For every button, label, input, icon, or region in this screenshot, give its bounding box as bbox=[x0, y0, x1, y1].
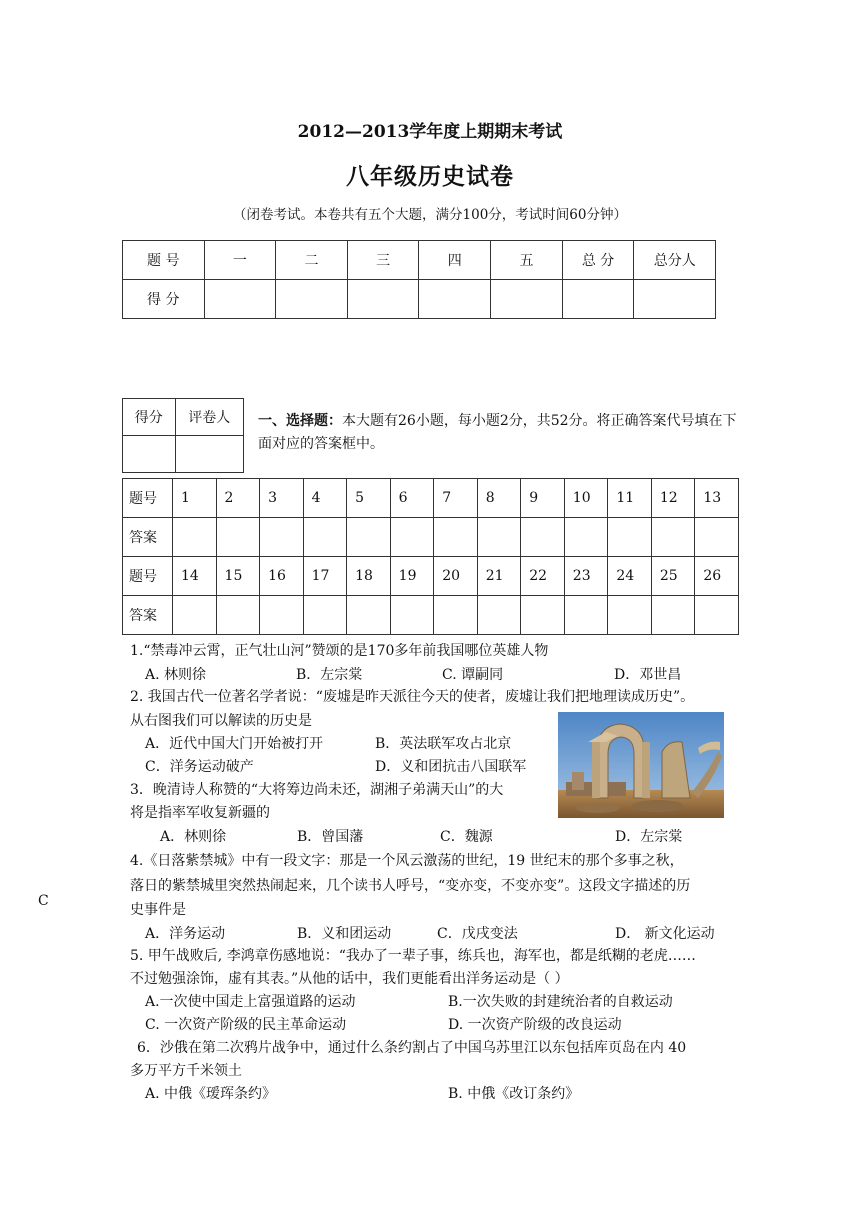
section-1-instructions: 本大题有26小题，每小题2分，共52分。将正确答案代号填在下面对应的答案框中。 bbox=[258, 413, 737, 452]
q-number: 5 bbox=[347, 479, 391, 518]
question-2-stem-line2: 从右图我们可以解读的历史是 bbox=[130, 713, 312, 729]
question-1-option-b: B．左宗棠 bbox=[296, 667, 363, 683]
question-5-stem-line1: 5. 甲午战败后, 李鸿章伤感地说：“我办了一辈子事，练兵也，海军也，都是纸糊的老虎…… bbox=[130, 948, 696, 964]
q-number: 7 bbox=[434, 479, 478, 518]
q-number: 9 bbox=[521, 479, 565, 518]
score-cell[interactable] bbox=[347, 280, 419, 319]
q-number: 25 bbox=[651, 557, 695, 596]
answer-label: 答案 bbox=[123, 518, 173, 557]
question-3-stem-line2: 将是指率军收复新疆的 bbox=[130, 805, 270, 821]
q-number: 2 bbox=[216, 479, 260, 518]
q-number: 8 bbox=[477, 479, 521, 518]
question-5-option-c: C. 一次资产阶级的民主革命运动 bbox=[145, 1017, 347, 1033]
section-1-title: 一、选择题： bbox=[258, 413, 342, 429]
question-6-option-b: B. 中俄《改订条约》 bbox=[448, 1086, 580, 1102]
score-header-cell: 总 分 bbox=[562, 241, 634, 280]
answer-cell[interactable] bbox=[260, 518, 304, 557]
q-number: 14 bbox=[173, 557, 217, 596]
question-5-stem-line2: 不过勉强涂饰，虚有其表。”从他的话中，我们更能看出洋务运动是（ ） bbox=[130, 971, 569, 987]
answer-cell[interactable] bbox=[695, 596, 739, 635]
question-3-option-d: D．左宗棠 bbox=[615, 829, 683, 845]
score-header-cell: 五 bbox=[491, 241, 563, 280]
answer-cell[interactable] bbox=[173, 518, 217, 557]
page-title: 八年级历史试卷 bbox=[346, 163, 514, 190]
q-number: 11 bbox=[608, 479, 652, 518]
score-cell[interactable] bbox=[419, 280, 491, 319]
q-number: 24 bbox=[608, 557, 652, 596]
answer-grid-number-row bbox=[123, 557, 739, 596]
question-4-option-b: B．义和团运动 bbox=[297, 926, 392, 942]
answer-grid bbox=[122, 478, 739, 635]
q-number: 22 bbox=[521, 557, 565, 596]
q-number: 10 bbox=[564, 479, 608, 518]
q-number: 15 bbox=[216, 557, 260, 596]
question-3-option-c: C．魏源 bbox=[440, 829, 493, 845]
answer-cell[interactable] bbox=[477, 596, 521, 635]
grader-box bbox=[122, 398, 244, 473]
answer-grid-answer-row bbox=[123, 596, 739, 635]
answer-cell[interactable] bbox=[216, 518, 260, 557]
margin-mark: C bbox=[38, 893, 49, 909]
answer-cell[interactable] bbox=[303, 596, 347, 635]
answer-cell[interactable] bbox=[521, 518, 565, 557]
score-row-label: 得 分 bbox=[123, 280, 205, 319]
question-3-option-b: B．曾国藩 bbox=[297, 829, 364, 845]
q-number: 1 bbox=[173, 479, 217, 518]
q-number-label: 题号 bbox=[123, 557, 173, 596]
score-table-header-row bbox=[123, 241, 716, 280]
question-2-option-a: A．近代中国大门开始被打开 bbox=[145, 736, 324, 752]
answer-cell[interactable] bbox=[347, 596, 391, 635]
score-cell[interactable] bbox=[491, 280, 563, 319]
q-number: 20 bbox=[434, 557, 478, 596]
q-number: 18 bbox=[347, 557, 391, 596]
question-6-option-a: A. 中俄《瑷珲条约》 bbox=[145, 1086, 277, 1102]
question-4-stem-line1: 4.《日落紫禁城》中有一段文字：那是一个风云激荡的世纪，19 世纪末的那个多事之秋， bbox=[130, 853, 684, 869]
question-4-stem-line2: 落日的紫禁城里突然热闹起来，几个读书人呼号，“变亦变，不变亦变”。这段文字描述的历 bbox=[130, 878, 691, 894]
answer-label: 答案 bbox=[123, 596, 173, 635]
exam-subtitle: （闭卷考试。本卷共有五个大题，满分100分，考试时间60分钟） bbox=[233, 207, 627, 223]
score-header-cell: 总分人 bbox=[634, 241, 716, 280]
answer-cell[interactable] bbox=[564, 596, 608, 635]
answer-cell[interactable] bbox=[434, 518, 478, 557]
answer-cell[interactable] bbox=[695, 518, 739, 557]
q-number: 12 bbox=[651, 479, 695, 518]
question-4-stem-line3: 史事件是 bbox=[130, 902, 186, 918]
exam-year-line: 2012—2013学年度上期期末考试 bbox=[297, 122, 563, 142]
question-4-option-d: D． 新文化运动 bbox=[615, 926, 715, 942]
q-number: 4 bbox=[303, 479, 347, 518]
q-number: 3 bbox=[260, 479, 304, 518]
score-header-cell: 三 bbox=[347, 241, 419, 280]
q-number: 13 bbox=[695, 479, 739, 518]
score-header-cell: 题 号 bbox=[123, 241, 205, 280]
question-1-option-d: D．邓世昌 bbox=[614, 667, 682, 683]
section-1-heading bbox=[258, 410, 740, 456]
answer-cell[interactable] bbox=[434, 596, 478, 635]
question-4-option-a: A．洋务运动 bbox=[145, 926, 226, 942]
answer-cell[interactable] bbox=[347, 518, 391, 557]
grader-name-cell[interactable] bbox=[175, 436, 243, 473]
grader-score-label: 得分 bbox=[123, 399, 176, 436]
score-cell[interactable] bbox=[562, 280, 634, 319]
answer-grid-answer-row bbox=[123, 518, 739, 557]
answer-cell[interactable] bbox=[390, 596, 434, 635]
answer-cell[interactable] bbox=[303, 518, 347, 557]
answer-grid-number-row bbox=[123, 479, 739, 518]
question-2-stem-line1: 2. 我国古代一位著名学者说：“废墟是昨天派往今天的使者，废墟让我们把地理读成历史”。 bbox=[130, 689, 695, 705]
answer-cell[interactable] bbox=[390, 518, 434, 557]
grader-name-label: 评卷人 bbox=[175, 399, 243, 436]
score-header-cell: 四 bbox=[419, 241, 491, 280]
question-5-option-a: A.一次使中国走上富强道路的运动 bbox=[145, 994, 356, 1010]
question-2-option-d: D．义和团抗击八国联军 bbox=[375, 759, 527, 775]
score-cell[interactable] bbox=[204, 280, 276, 319]
q-number: 23 bbox=[564, 557, 608, 596]
score-cell[interactable] bbox=[276, 280, 348, 319]
question-5-option-b: B.一次失败的封建统治者的自救运动 bbox=[448, 994, 673, 1010]
q-number: 17 bbox=[303, 557, 347, 596]
question-1-option-a: A. 林则徐 bbox=[145, 667, 207, 683]
grader-score-cell[interactable] bbox=[123, 436, 176, 473]
q-number: 16 bbox=[260, 557, 304, 596]
answer-cell[interactable] bbox=[216, 596, 260, 635]
answer-cell[interactable] bbox=[608, 518, 652, 557]
question-6-stem-line1: 6．沙俄在第二次鸦片战争中，通过什么条约割占了中国乌苏里江以东包括库页岛在内 40 bbox=[137, 1040, 687, 1056]
answer-cell[interactable] bbox=[608, 596, 652, 635]
question-2-option-b: B．英法联军攻占北京 bbox=[375, 736, 512, 752]
score-table-score-row bbox=[123, 280, 716, 319]
question-2-option-c: C．洋务运动破产 bbox=[145, 759, 254, 775]
q-number-label: 题号 bbox=[123, 479, 173, 518]
answer-cell[interactable] bbox=[564, 518, 608, 557]
score-table bbox=[122, 240, 716, 319]
score-header-cell: 二 bbox=[276, 241, 348, 280]
q-number: 21 bbox=[477, 557, 521, 596]
question-1-stem: 1.“禁毒冲云霄，正气壮山河”赞颂的是170多年前我国哪位英雄人物 bbox=[130, 643, 549, 659]
q-number: 19 bbox=[390, 557, 434, 596]
question-1-option-c: C. 谭嗣同 bbox=[442, 667, 504, 683]
question-6-stem-line2: 多万平方千米领土 bbox=[130, 1063, 242, 1079]
answer-cell[interactable] bbox=[651, 596, 695, 635]
answer-cell[interactable] bbox=[260, 596, 304, 635]
question-5-option-d: D. 一次资产阶级的改良运动 bbox=[448, 1017, 622, 1033]
question-3-option-a: A．林则徐 bbox=[160, 829, 227, 845]
score-header-cell: 一 bbox=[204, 241, 276, 280]
question-4-option-c: C．戊戌变法 bbox=[437, 926, 518, 942]
score-cell[interactable] bbox=[634, 280, 716, 319]
answer-cell[interactable] bbox=[651, 518, 695, 557]
answer-cell[interactable] bbox=[521, 596, 565, 635]
q-number: 6 bbox=[390, 479, 434, 518]
answer-cell[interactable] bbox=[173, 596, 217, 635]
question-3-stem-line1: 3．晚清诗人称赞的“大将筹边尚未还，湖湘子弟满天山”的大 bbox=[130, 782, 504, 798]
q-number: 26 bbox=[695, 557, 739, 596]
answer-cell[interactable] bbox=[477, 518, 521, 557]
